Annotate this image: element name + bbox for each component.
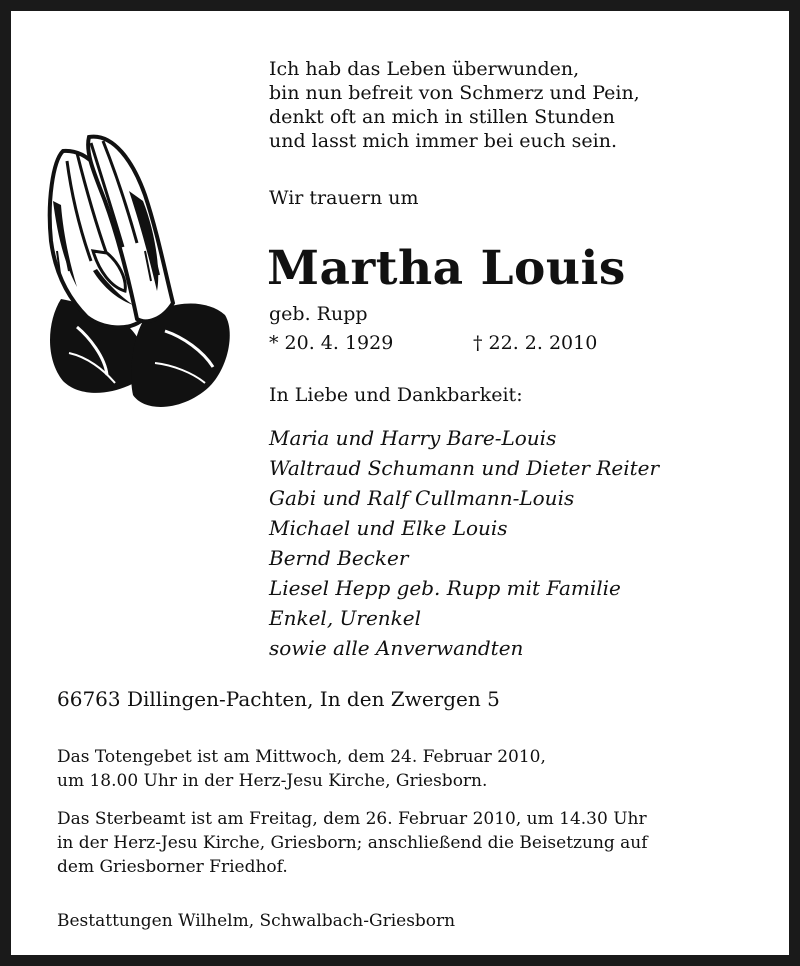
- birth-date: * 20. 4. 1929: [269, 332, 394, 354]
- prayer-info: [57, 745, 546, 793]
- mourning-intro: Wir trauern um: [269, 187, 419, 209]
- prayer-info-line: Das Totengebet ist am Mittwoch, dem 24. Februar 2010,: [57, 747, 546, 767]
- mourner-entry: Michael und Elke Louis: [269, 516, 508, 540]
- mourner-entry: Gabi und Ralf Cullmann-Louis: [269, 486, 575, 510]
- birth-name: geb. Rupp: [269, 303, 368, 325]
- mourner-entry: Bernd Becker: [269, 546, 409, 570]
- prayer-info-line: um 18.00 Uhr in der Herz-Jesu Kirche, Griesborn.: [57, 771, 488, 791]
- deceased-name: Martha Louis: [267, 241, 626, 296]
- mourner-entry: sowie alle Anverwandten: [269, 636, 524, 660]
- poem-line: Ich hab das Leben überwunden,: [269, 58, 580, 80]
- requiem-info: [57, 807, 648, 879]
- family-address: 66763 Dillingen-Pachten, In den Zwergen 5: [57, 687, 500, 711]
- poem-line: denkt oft an mich in stillen Stunden: [269, 106, 615, 128]
- mourner-entry: Waltraud Schumann und Dieter Reiter: [269, 456, 660, 480]
- requiem-info-line: in der Herz-Jesu Kirche, Griesborn; anschließend die Beisetzung auf: [57, 833, 648, 853]
- death-date: † 22. 2. 2010: [473, 332, 598, 354]
- mourner-entry: Maria und Harry Bare-Louis: [269, 426, 557, 450]
- poem-line: und lasst mich immer bei euch sein.: [269, 130, 618, 152]
- praying-hands-icon: [33, 131, 235, 415]
- undertaker: Bestattungen Wilhelm, Schwalbach-Griesborn: [57, 911, 456, 931]
- requiem-info-line: Das Sterbeamt ist am Freitag, dem 26. Februar 2010, um 14.30 Uhr: [57, 809, 647, 829]
- mourners-list: [269, 423, 659, 663]
- poem-line: bin nun befreit von Schmerz und Pein,: [269, 82, 640, 104]
- thanks-heading: In Liebe und Dankbarkeit:: [269, 384, 523, 406]
- requiem-info-line: dem Griesborner Friedhof.: [57, 857, 288, 877]
- mourner-entry: Liesel Hepp geb. Rupp mit Familie: [269, 576, 621, 600]
- memorial-poem: [269, 57, 640, 153]
- mourner-entry: Enkel, Urenkel: [269, 606, 422, 630]
